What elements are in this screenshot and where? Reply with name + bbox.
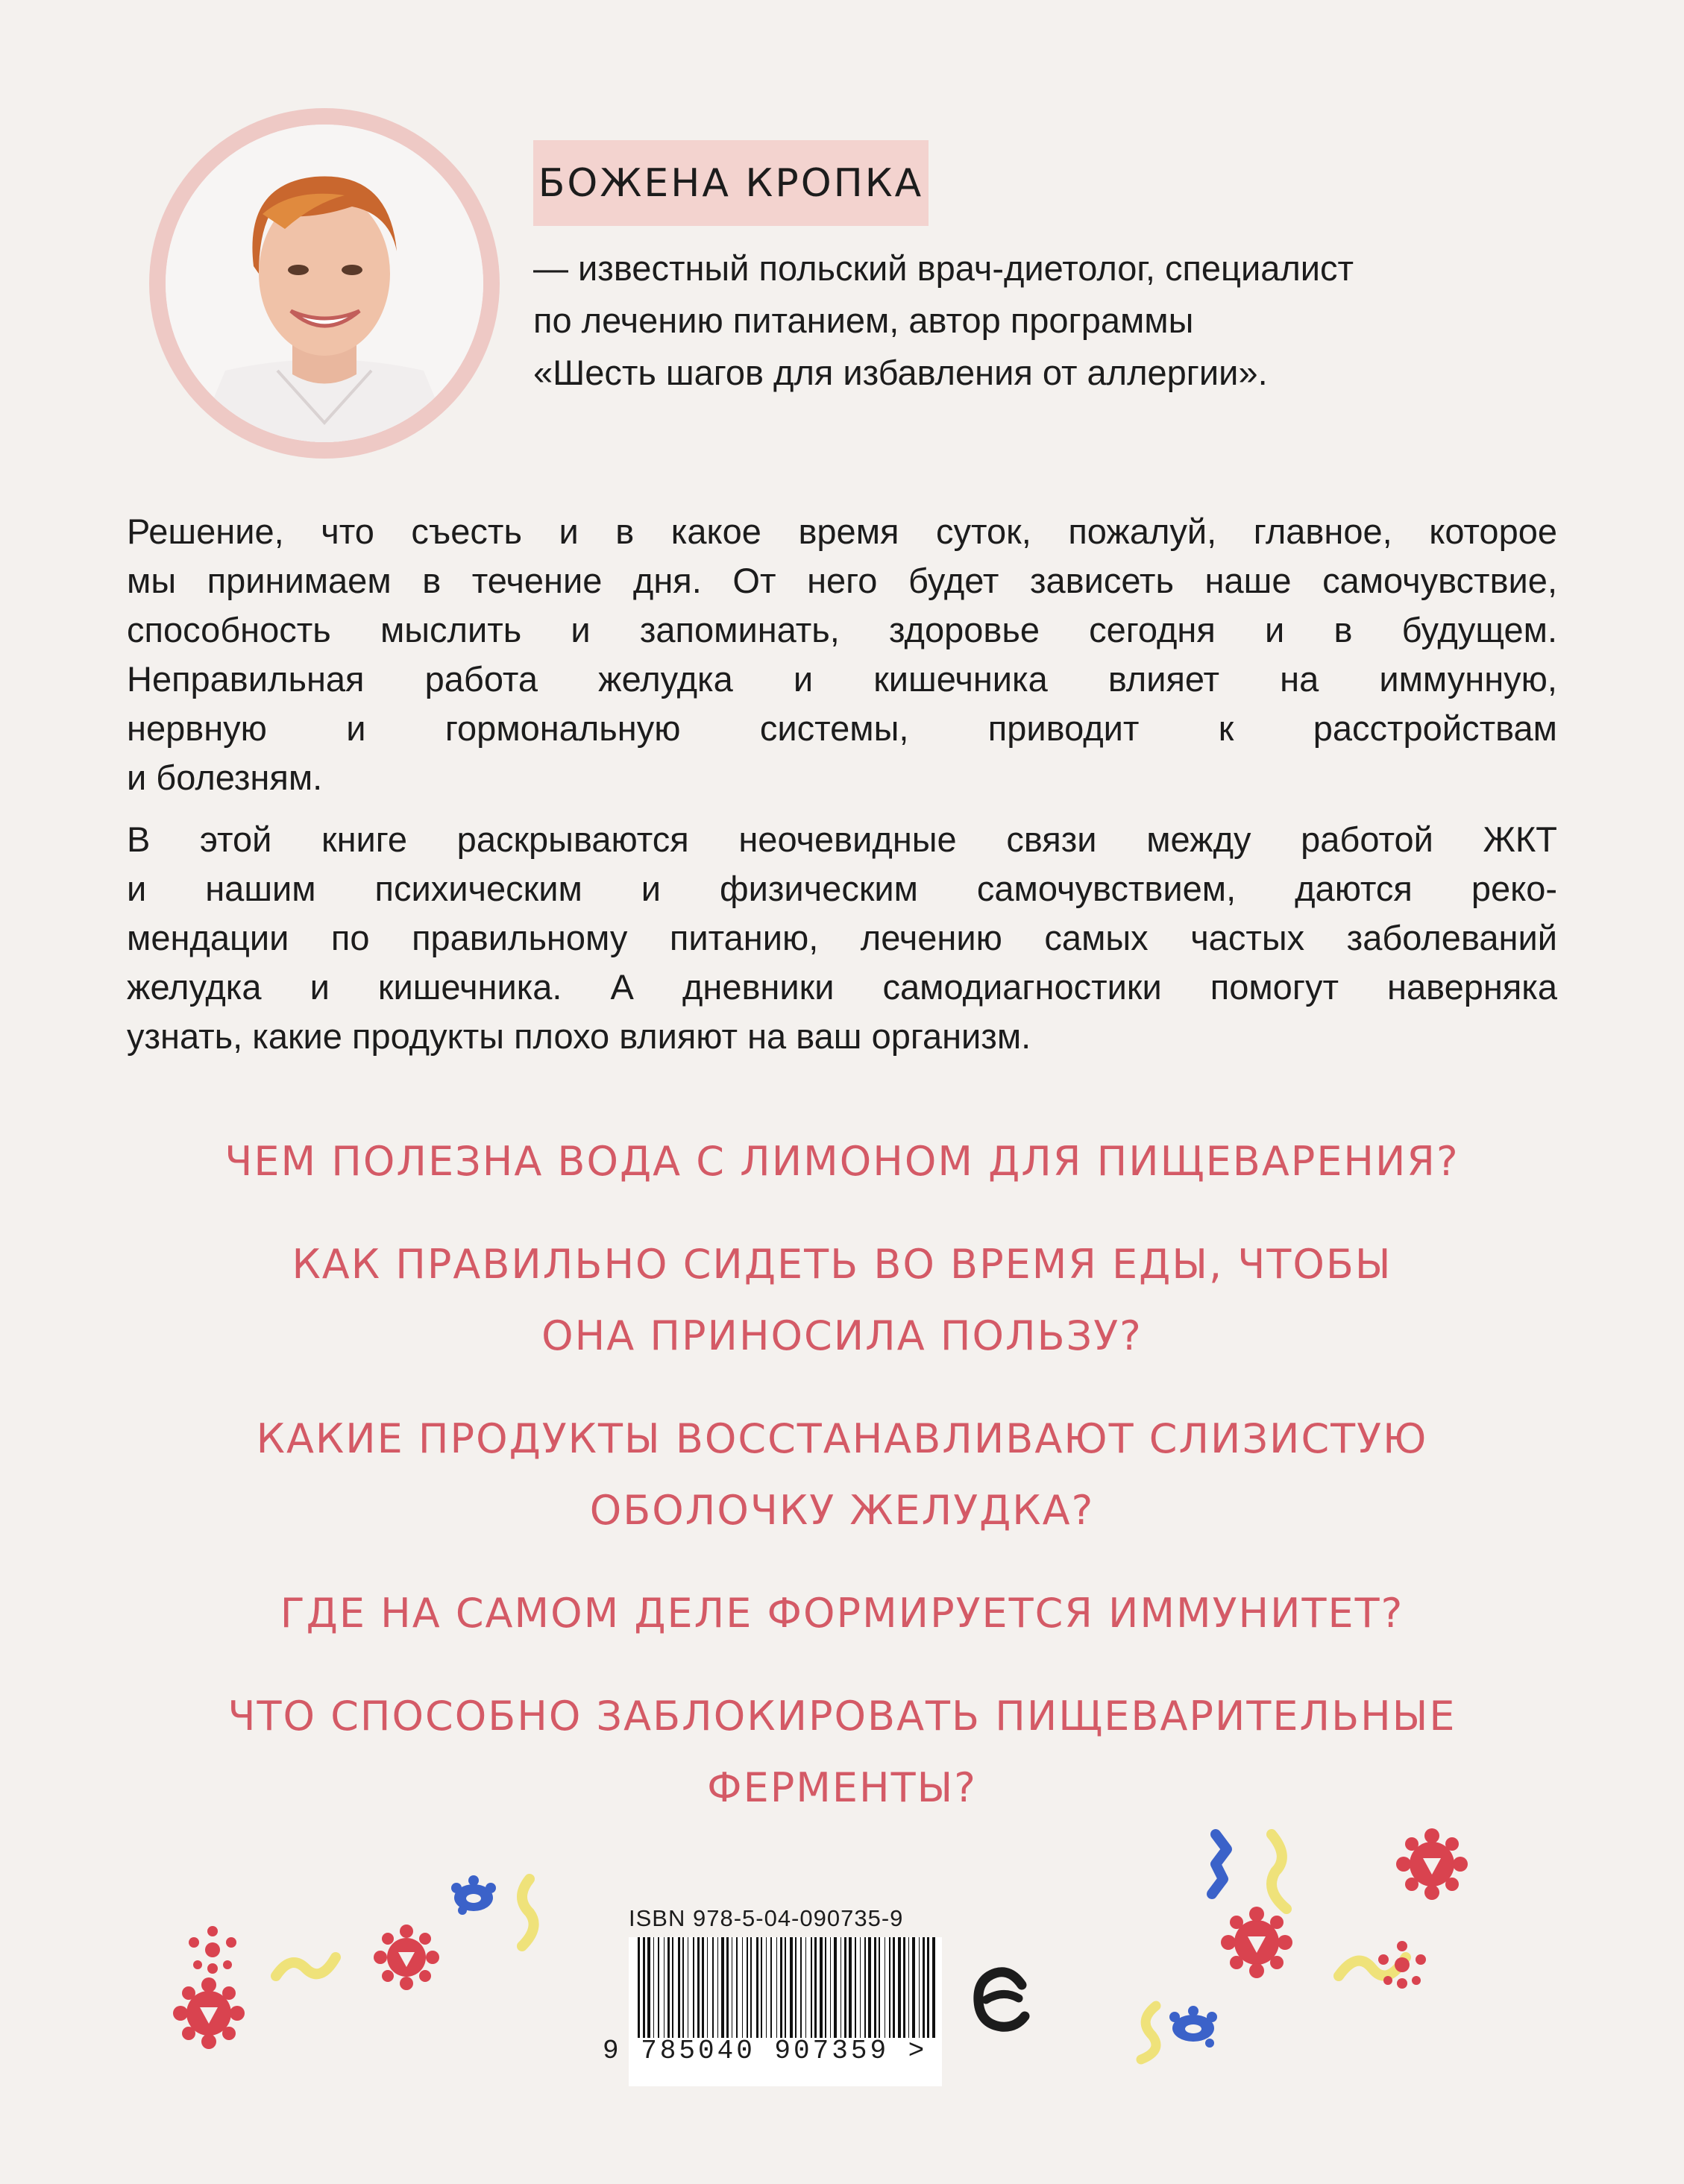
barcode-bar xyxy=(742,1937,743,2038)
text-line: Неправильная работа желудка и кишечника влияет на иммунную, xyxy=(127,659,1557,699)
red-microbe-icon xyxy=(1369,1931,1436,1998)
barcode-bar xyxy=(800,1937,802,2038)
bio-line: по лечению питанием, автор программы xyxy=(533,300,1194,340)
barcode-bar xyxy=(653,1937,654,2038)
question xyxy=(0,1681,1684,1824)
text-line: способность мыслить и запоминать, здоровье сегодня и в будущем. xyxy=(127,610,1557,649)
barcode-bar xyxy=(874,1937,876,2038)
barcode-bar xyxy=(785,1937,786,2038)
barcode-bar xyxy=(702,1937,704,2038)
questions-list xyxy=(0,1126,1684,1855)
barcode-bar xyxy=(919,1937,920,2038)
barcode-bar xyxy=(721,1937,724,2038)
yellow-worm-icon xyxy=(500,1872,552,1954)
barcode-bar xyxy=(697,1937,700,2038)
barcode-bar xyxy=(682,1937,684,2038)
barcode-bar xyxy=(814,1937,817,2038)
author-name: БОЖЕНА КРОПКА xyxy=(538,160,924,206)
barcode-bar xyxy=(643,1937,645,2038)
barcode-bar xyxy=(770,1937,772,2038)
bio-line: «Шесть шагов для избавления от аллергии». xyxy=(533,353,1268,392)
barcode-bar xyxy=(912,1937,915,2038)
barcode-bar xyxy=(927,1937,929,2038)
barcode-bars xyxy=(629,1937,942,2038)
paragraph-intro xyxy=(127,507,1557,802)
barcode-bar xyxy=(893,1937,895,2038)
red-flower-microbe-icon xyxy=(164,1969,254,2058)
text-line: Решение, что съесть и в какое время суток, пожалуй, главное, которое xyxy=(127,512,1557,551)
text-line: мы принимаем в течение дня. От него будет зависеть наше самочувствие, xyxy=(127,561,1557,600)
barcode-bar xyxy=(658,1937,659,2038)
barcode-bar xyxy=(766,1937,767,2038)
red-flower-microbe-icon xyxy=(365,1916,447,1998)
text-line: нервную и гормональную системы, приводит к расстройствам xyxy=(127,708,1557,748)
barcode-bar xyxy=(756,1937,758,2038)
barcode-bar xyxy=(864,1937,866,2038)
barcode-bar xyxy=(932,1937,935,2038)
blue-microbe-icon xyxy=(1163,2002,1223,2054)
barcode-bar xyxy=(678,1937,680,2038)
question xyxy=(0,1126,1684,1198)
question xyxy=(0,1403,1684,1546)
barcode-bar xyxy=(855,1937,856,2038)
red-flower-microbe-icon xyxy=(1387,1819,1477,1909)
barcode-bar xyxy=(776,1937,777,2038)
text-line: и нашим психическим и физическим самочувствием, даются реко- xyxy=(127,869,1557,908)
text-line: узнать, какие продукты плохо влияют на ваш организм. xyxy=(127,1016,1031,1056)
question-line: ГДЕ НА САМОМ ДЕЛЕ ФОРМИРУЕТСЯ ИММУНИТЕТ? xyxy=(280,1590,1404,1637)
barcode-bar xyxy=(672,1937,673,2038)
bio-line: — известный польский врач-диетолог, специалист xyxy=(533,248,1354,288)
barcode-bar xyxy=(750,1937,752,2038)
barcode-bar xyxy=(825,1937,826,2038)
barcode-bar xyxy=(780,1937,782,2038)
barcode-bar xyxy=(811,1937,812,2038)
question-line: ФЕРМЕНТЫ? xyxy=(707,1764,977,1811)
barcode-bar xyxy=(908,1937,909,2038)
barcode-bar xyxy=(664,1937,665,2038)
blue-microbe-icon xyxy=(1193,1827,1238,1901)
barcode-bar xyxy=(795,1937,797,2038)
barcode-bar xyxy=(879,1937,880,2038)
barcode-bar xyxy=(860,1937,861,2038)
author-photo xyxy=(166,125,483,442)
barcode-bar xyxy=(868,1937,871,2038)
barcode-bar xyxy=(844,1937,846,2038)
text-line: желудка и кишечника. А дневники самодиагностики помогут наверняка xyxy=(127,967,1557,1007)
question-line: ЧТО СПОСОБНО ЗАБЛОКИРОВАТЬ ПИЩЕВАРИТЕЛЬНЫЕ xyxy=(227,1693,1457,1740)
text-line: В этой книге раскрываются неочевидные связи между работой ЖКТ xyxy=(127,819,1557,859)
barcode-bar xyxy=(761,1937,762,2038)
red-flower-microbe-icon xyxy=(1212,1898,1301,1987)
text-line: и болезням. xyxy=(127,758,323,797)
paragraph-about-book xyxy=(127,815,1557,1061)
isbn-label: ISBN 978-5-04-090735-9 xyxy=(629,1905,904,1931)
publisher-logo-icon xyxy=(970,1963,1037,2037)
barcode-bar xyxy=(667,1937,670,2038)
blue-microbe-icon xyxy=(447,1872,500,1924)
barcode-bar xyxy=(693,1937,694,2038)
question-line: КАК ПРАВИЛЬНО СИДЕТЬ ВО ВРЕМЯ ЕДЫ, ЧТОБЫ xyxy=(292,1241,1392,1288)
question xyxy=(0,1578,1684,1649)
barcode-bar xyxy=(726,1937,729,2038)
author-name-box xyxy=(533,140,929,226)
barcode-bar xyxy=(805,1937,806,2038)
barcode-bar xyxy=(736,1937,738,2038)
barcode-bar xyxy=(647,1937,650,2038)
barcode-bar xyxy=(898,1937,901,2038)
barcode-bar xyxy=(830,1937,831,2038)
question-line: ОБОЛОЧКУ ЖЕЛУДКА? xyxy=(589,1487,1095,1534)
text-line: мендации по правильному питанию, лечению самых частых заболеваний xyxy=(127,918,1557,957)
question xyxy=(0,1229,1684,1372)
barcode-bar xyxy=(849,1937,852,2038)
question-line: ОНА ПРИНОСИЛА ПОЛЬЗУ? xyxy=(541,1312,1143,1359)
barcode-bar xyxy=(712,1937,714,2038)
barcode-bar xyxy=(923,1937,925,2038)
question-line: ЧЕМ ПОЛЕЗНА ВОДА С ЛИМОНОМ ДЛЯ ПИЩЕВАРЕНИЯ? xyxy=(224,1138,1460,1185)
barcode-bar xyxy=(747,1937,748,2038)
yellow-worm-icon xyxy=(268,1939,343,1991)
barcode-digits: 9 785040 907359 > xyxy=(603,2036,928,2066)
barcode-bar xyxy=(638,1937,640,2038)
barcode-bar xyxy=(790,1937,793,2038)
barcode-bar xyxy=(707,1937,708,2038)
author-bio xyxy=(533,242,1577,399)
barcode-bar xyxy=(889,1937,890,2038)
barcode-bar xyxy=(717,1937,718,2038)
barcode-bar xyxy=(903,1937,905,2038)
barcode-bar xyxy=(820,1937,823,2038)
question-line: КАКИЕ ПРОДУКТЫ ВОССТАНАВЛИВАЮТ СЛИЗИСТУЮ xyxy=(256,1415,1428,1462)
barcode-bar xyxy=(834,1937,837,2038)
